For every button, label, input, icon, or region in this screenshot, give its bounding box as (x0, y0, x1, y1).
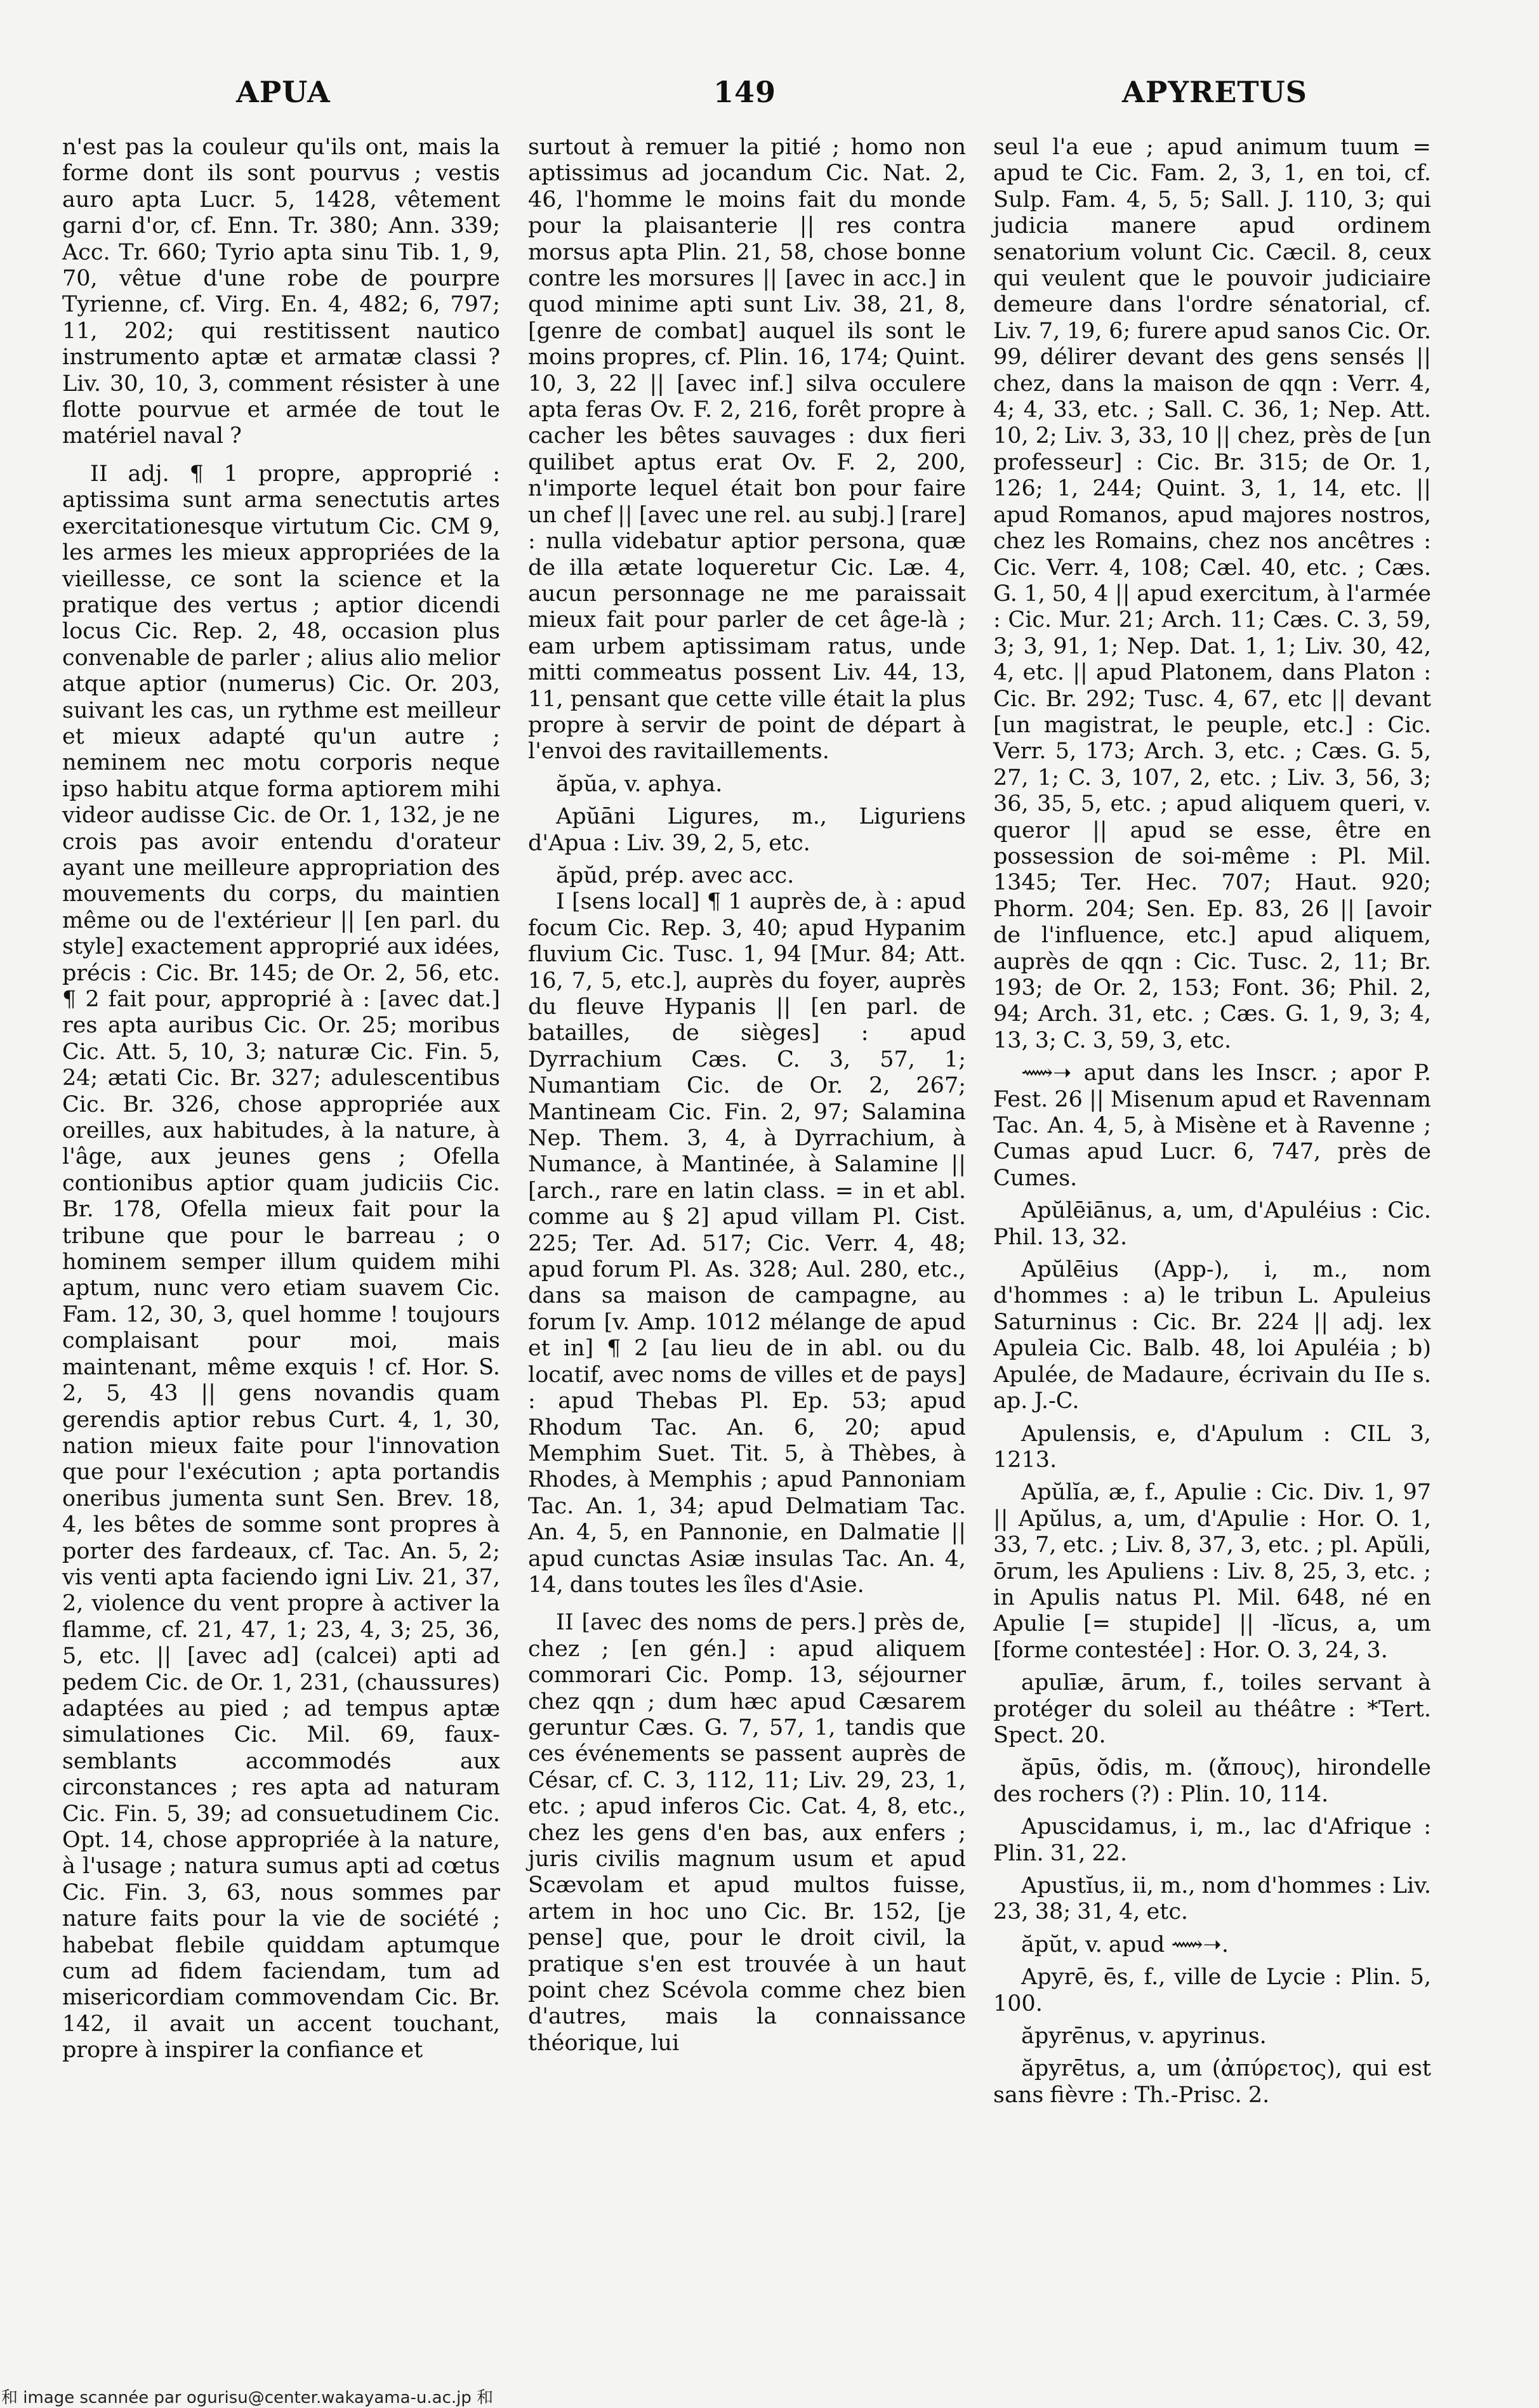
entry-apuliae: apulīæ, ārum, f., toiles servant à protéger du soleil au théâtre : *Tert. Spect. 20. (993, 1670, 1431, 1748)
paragraph: ⟿➝ aput dans les Inscr. ; apor P. Fest. 26 || Misenum apud et Ravennam Tac. An. 4, 5, à Misène et à Ravenne ; Cumas apud Lucr. 6, 747, près de Cumes. (993, 1060, 1431, 1191)
entry-apyrenus: ăpyrēnus, v. apyrinus. (1021, 2023, 1267, 2049)
entry-aput: ăpŭt, v. apud ⟿➝. (1021, 1931, 1229, 1957)
running-head-left: APUA (236, 75, 331, 109)
entry-apyre: Apyrē, ēs, f., ville de Lycie : Plin. 5, 100. (993, 1964, 1431, 2017)
entry-apuleius: Apŭlēius (App-), i, m., nom d'hommes : a) le tribun L. Apuleius Saturninus : Cic. Br. 224 || adj. lex Apuleia Cic. Balb. 48, loi Apuléia ; b) Apulée, de Madaure, écrivain du IIe s. ap. J.-C. (993, 1257, 1431, 1414)
entry-apud: ăpŭd, prép. avec acc. (556, 862, 795, 888)
entry-apuleianus: Apŭlēiānus, a, um, d'Apuléius : Cic. Phil. 13, 32. (993, 1198, 1431, 1250)
page-number: 149 (713, 75, 777, 109)
column-middle (528, 135, 966, 2056)
paragraph: I [sens local] ¶ 1 auprès de, à : apud focum Cic. Rep. 3, 40; apud Hypanim fluvium Cic. Tusc. 1, 94 [Mur. 84; Att. 16, 7, 5, etc.], auprès du foyer, auprès du fleuve Hypanis || [en parl. de batailles, de sièges] : apud Dyrrachium Cæs. C. 3, 57, 1; Numantiam Cic. de Or. 2, 267; Mantineam Cic. Fin. 2, 97; Salamina Nep. Them. 3, 4, à Dyrrachium, à Numance, à Mantinée, à Salamine || [arch., rare en latin class. = in et abl. comme au § 2] apud villam Pl. Cist. 225; Ter. Ad. 517; Cic. Verr. 4, 48; apud forum Pl. As. 328; Aul. 280, etc., dans sa maison de campagne, au forum [v. Amp. 1012 mélange de apud et in] ¶ 2 [au lieu de in abl. ou du locatif, avec noms de villes et de pays] : apud Thebas Pl. Ep. 53; apud Rhodum Tac. An. 6, 20; apud Memphim Suet. Tit. 5, à Thèbes, à Rhodes, à Memphis ; apud Pannoniam Tac. An. 1, 34; apud Delmatiam Tac. An. 4, 5, en Pannonie, en Dalmatie || apud cunctas Asiæ insulas Tac. An. 4, 14, dans toutes les îles d'Asie. (528, 889, 966, 1598)
paragraph: II [avec des noms de pers.] près de, chez ; [en gén.] : apud aliquem commorari Cic. Pomp. 13, séjourner chez qqn ; dum hæc apud Cæsarem geruntur Cæs. G. 7, 57, 1, tandis que ces événements se passent auprès de César, cf. C. 3, 112, 11; Liv. 29, 23, 1, etc. ; apud inferos Cic. Cat. 4, 8, etc., chez les gens d'en bas, aux enfers ; juris civilis magnum usum et apud Scævolam et apud multos fuisse, artem in hoc uno Cic. Br. 152, [je pense] que, pour le droit civil, la pratique s'en est trouvée à un haut point chez Scévola comme chez bien d'autres, mais la connaissance théorique, lui (528, 1610, 966, 2056)
paragraph: II adj. ¶ 1 propre, approprié : aptissima sunt arma senectutis artes exercitationesque virtutum Cic. CM 9, les armes les mieux appropriées de la vieillesse, ce sont la science et la pratique des vertus ; aptior dicendi locus Cic. Rep. 2, 48, occasion plus convenable de parler ; alius alio melior atque aptior (numerus) Cic. Or. 203, suivant les cas, un rythme est meilleur et mieux adapté qu'un autre ; neminem nec motu corporis neque ipso habitu atque forma aptiorem mihi videor audisse Cic. de Or. 1, 132, je ne crois pas avoir entendu d'orateur ayant une meilleure appropriation des mouvements du corps, du maintien même ou de l'extérieur || [en parl. du style] exactement approprié aux idées, précis : Cic. Br. 145; de Or. 2, 56, etc. ¶ 2 fait pour, approprié à : [avec dat.] res apta auribus Cic. Or. 25; moribus Cic. Att. 5, 10, 3; naturæ Cic. Fin. 5, 24; ætati Cic. Br. 327; adulescentibus Cic. Br. 326, chose appropriée aux oreilles, aux habitudes, à la nature, à l'âge, aux jeunes gens ; Ofella contionibus aptior quam judiciis Cic. Br. 178, Ofella mieux fait pour la tribune que pour le barreau ; o hominem semper illum quidem mihi aptum, nunc vero etiam suavem Cic. Fam. 12, 30, 3, quel homme ! toujours complaisant pour moi, mais maintenant, même exquis ! cf. Hor. S. 2, 5, 43 || gens novandis quam gerendis aptior rebus Curt. 4, 1, 30, nation mieux faite pour l'innovation que pour l'exécution ; apta portandis oneribus jumenta sunt Sen. Brev. 18, 4, les bêtes de somme sont propres à porter des fardeaux, cf. Tac. An. 5, 2; vis venti apta faciendo igni Liv. 21, 37, 2, violence du vent propre à activer la flamme, cf. 21, 47, 1; 23, 4, 3; 25, 36, 5, etc. || [avec ad] (calcei) apti ad pedem Cic. de Or. 1, 231, (chaussures) adaptées au pied ; ad tempus aptæ simulationes Cic. Mil. 69, faux-semblants accommodés aux circonstances ; res apta ad naturam Cic. Fin. 5, 39; ad consuetudinem Cic. Opt. 14, chose appropriée à la nature, à l'usage ; natura sumus apti ad cœtus Cic. Fin. 3, 63, nous sommes par nature faits pour la vie de société ; habebat flebile quiddam aptumque cum ad fidem faciendam, tum ad misericordiam commovendam Cic. Br. 142, il avait un accent touchant, propre à inspirer la confiance et (62, 461, 500, 2063)
column-left (62, 135, 500, 2064)
scan-credit: 和 image scannée par ogurisu@center.wakayama-u.ac.jp 和 (1, 2388, 494, 2407)
paragraph: n'est pas la couleur qu'ils ont, mais la forme dont ils sont pourvus ; vestis auro apta Lucr. 5, 1428, vêtement garni d'or, cf. Enn. Tr. 380; Ann. 339; Acc. Tr. 660; Tyrio apta sinu Tib. 1, 9, 70, vêtue d'une robe de pourpre Tyrienne, cf. Virg. En. 4, 482; 6, 797; 11, 202; qui restitissent nautico instrumento aptæ et armatæ classi ? Liv. 30, 10, 3, comment résister à une flotte pourvue et armée de tout le matériel naval ? (62, 135, 500, 449)
paragraph: surtout à remuer la pitié ; homo non aptissimus ad jocandum Cic. Nat. 2, 46, l'homme le moins fait du monde pour la plaisanterie || res contra morsus apta Plin. 21, 58, chose bonne contre les morsures || [avec in acc.] in quod minime apti sunt Liv. 38, 21, 8, [genre de combat] auquel ils sont le moins propres, cf. Plin. 16, 174; Quint. 10, 3, 22 || [avec inf.] silva occulere apta feras Ov. F. 2, 216, forêt propre à cacher les bêtes sauvages : dux fieri quilibet aptus erat Ov. F. 2, 200, n'importe lequel était bon pour faire un chef || [avec une rel. au subj.] [rare] : nulla videbatur aptior persona, quæ de illa ætate loqueretur Cic. Læ. 4, aucun personnage ne me paraissait mieux fait pour parler de cet âge-là ; eam urbem aptissimam ratus, unde mitti commeatus possent Liv. 44, 13, 11, pensant que cette ville était la plus propre à servir de point de départ à l'envoi des ravitaillements. (528, 135, 966, 765)
entry-apustius: Apustĭus, ii, m., nom d'hommes : Liv. 23, 38; 31, 4, etc. (993, 1873, 1431, 1925)
entry-apulia: Apŭlĭa, æ, f., Apulie : Cic. Div. 1, 97 || Apŭlus, a, um, d'Apulie : Hor. O. 1, 33, 7, etc. ; Liv. 8, 37, 3, etc. ; pl. Apŭli, ōrum, les Apuliens : Liv. 8, 25, 3, etc. ; in Apulis natus Pl. Mil. 648, né en Apulie [= stupide] || -lĭcus, a, um [forme contestée] : Hor. O. 3, 24, 3. (993, 1480, 1431, 1663)
entry-apulensis: Apulensis, e, d'Apulum : CIL 3, 1213. (993, 1421, 1431, 1473)
column-right (993, 135, 1431, 2109)
entry-apuscidamus: Apuscidamus, i, m., lac d'Afrique : Plin. 31, 22. (993, 1814, 1431, 1866)
entry-apua: ăpŭa, v. aphya. (556, 771, 723, 797)
entry-apyretus: ăpyrētus, a, um (ἀπύρετος), qui est sans fièvre : Th.-Prisc. 2. (993, 2056, 1431, 2108)
paragraph: seul l'a eue ; apud animum tuum = apud te Cic. Fam. 2, 3, 1, en toi, cf. Sulp. Fam. 4, 5, 5; Sall. J. 110, 3; qui judicia manere apud ordinem senatorium volunt Cic. Cæcil. 8, ceux qui veulent que le pouvoir judiciaire demeure dans l'ordre sénatorial, cf. Liv. 7, 19, 6; furere apud sanos Cic. Or. 99, délirer devant des gens sensés || chez, dans la maison de qqn : Verr. 4, 4; 4, 33, etc. ; Sall. C. 36, 1; Nep. Att. 10, 2; Liv. 3, 33, 10 || chez, près de [un professeur] : Cic. Br. 315; de Or. 1, 126; 1, 244; Quint. 3, 1, 14, etc. || apud Romanos, apud majores nostros, chez les Romains, chez nos ancêtres : Cic. Verr. 4, 108; Cæl. 40, etc. ; Cæs. G. 1, 50, 4 || apud exercitum, à l'armée : Cic. Mur. 21; Arch. 11; Cæs. C. 3, 59, 3; 3, 91, 1; Nep. Dat. 1, 1; Liv. 30, 42, 4, etc. || apud Platonem, dans Platon : Cic. Br. 292; Tusc. 4, 67, etc || devant [un magistrat, le peuple, etc.] : Cic. Verr. 5, 173; Arch. 3, etc. ; Cæs. G. 5, 27, 1; C. 3, 107, 2, etc. ; Liv. 3, 56, 3; 36, 35, 5, etc. ; apud aliquem queri, v. queror || apud se esse, être en possession de soi-même : Pl. Mil. 1345; Ter. Hec. 707; Haut. 920; Phorm. 204; Sen. Ep. 83, 26 || [avoir de l'influence, etc.] apud aliquem, auprès de qqn : Cic. Tusc. 2, 11; Br. 193; de Or. 2, 153; Font. 36; Phil. 2, 94; Arch. 31, etc. ; Cæs. G. 1, 9, 3; 4, 13, 3; C. 3, 59, 3, etc. (993, 135, 1431, 1053)
entry-apus: ăpūs, ŏdis, m. (ἄπους), hirondelle des rochers (?) : Plin. 10, 114. (993, 1755, 1431, 1807)
running-head-right: APYRETUS (1122, 75, 1307, 109)
entry-apuani: Apŭāni Ligures, m., Liguriens d'Apua : Liv. 39, 2, 5, etc. (528, 804, 966, 856)
